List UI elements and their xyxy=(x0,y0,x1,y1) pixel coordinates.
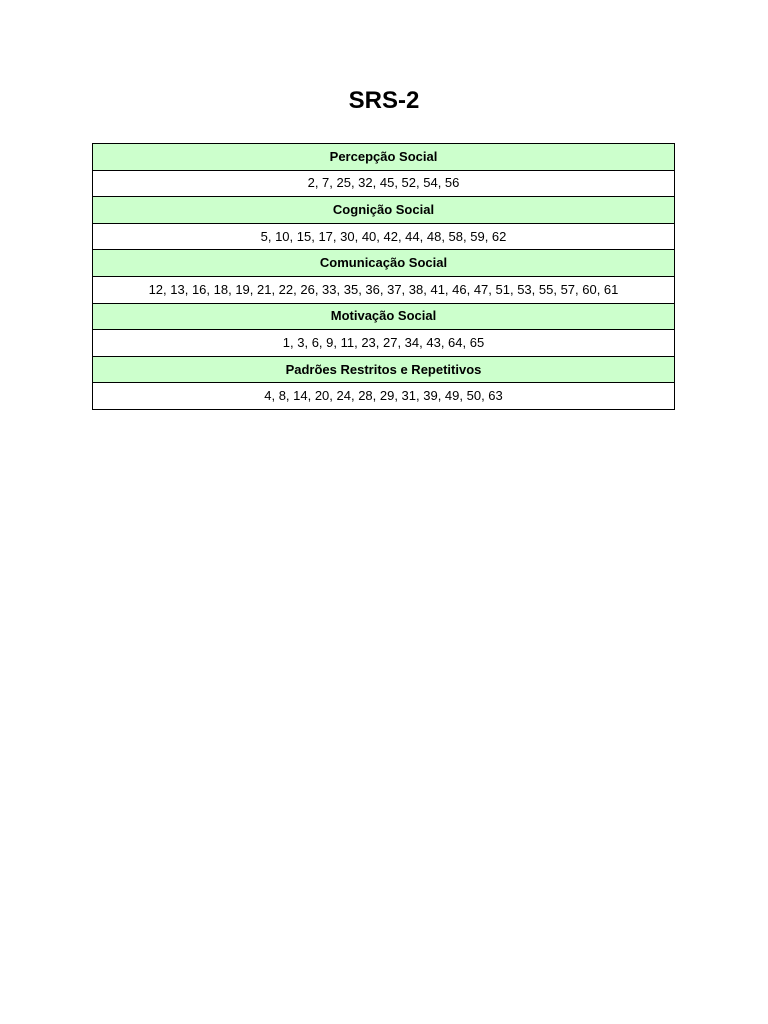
table-row xyxy=(93,356,675,383)
table-row xyxy=(93,383,675,410)
subscale-header-cognicao-social: Cognição Social xyxy=(93,197,675,224)
subscale-header-comunicacao-social: Comunicação Social xyxy=(93,250,675,277)
table-row xyxy=(93,250,675,277)
subscale-header-padroes-restritos: Padrões Restritos e Repetitivos xyxy=(93,356,675,383)
subscale-items-cognicao-social: 5, 10, 15, 17, 30, 40, 42, 44, 48, 58, 59, 62 xyxy=(93,223,675,250)
srs2-subscale-table xyxy=(92,143,675,410)
page-title: SRS-2 xyxy=(348,87,420,114)
table-row xyxy=(93,330,675,357)
subscale-items-comunicacao-social: 12, 13, 16, 18, 19, 21, 22, 26, 33, 35, 36, 37, 38, 41, 46, 47, 51, 53, 55, 57, 60, 61 xyxy=(93,276,675,303)
table-row xyxy=(93,144,675,171)
table-row xyxy=(93,276,675,303)
table-row xyxy=(93,223,675,250)
subscale-header-percepcao-social: Percepção Social xyxy=(93,144,675,171)
subscale-items-motivacao-social: 1, 3, 6, 9, 11, 23, 27, 34, 43, 64, 65 xyxy=(93,330,675,357)
table-row xyxy=(93,170,675,197)
subscale-header-motivacao-social: Motivação Social xyxy=(93,303,675,330)
table-row xyxy=(93,197,675,224)
subscale-items-percepcao-social: 2, 7, 25, 32, 45, 52, 54, 56 xyxy=(93,170,675,197)
subscale-items-padroes-restritos: 4, 8, 14, 20, 24, 28, 29, 31, 39, 49, 50, 63 xyxy=(93,383,675,410)
table-row xyxy=(93,303,675,330)
